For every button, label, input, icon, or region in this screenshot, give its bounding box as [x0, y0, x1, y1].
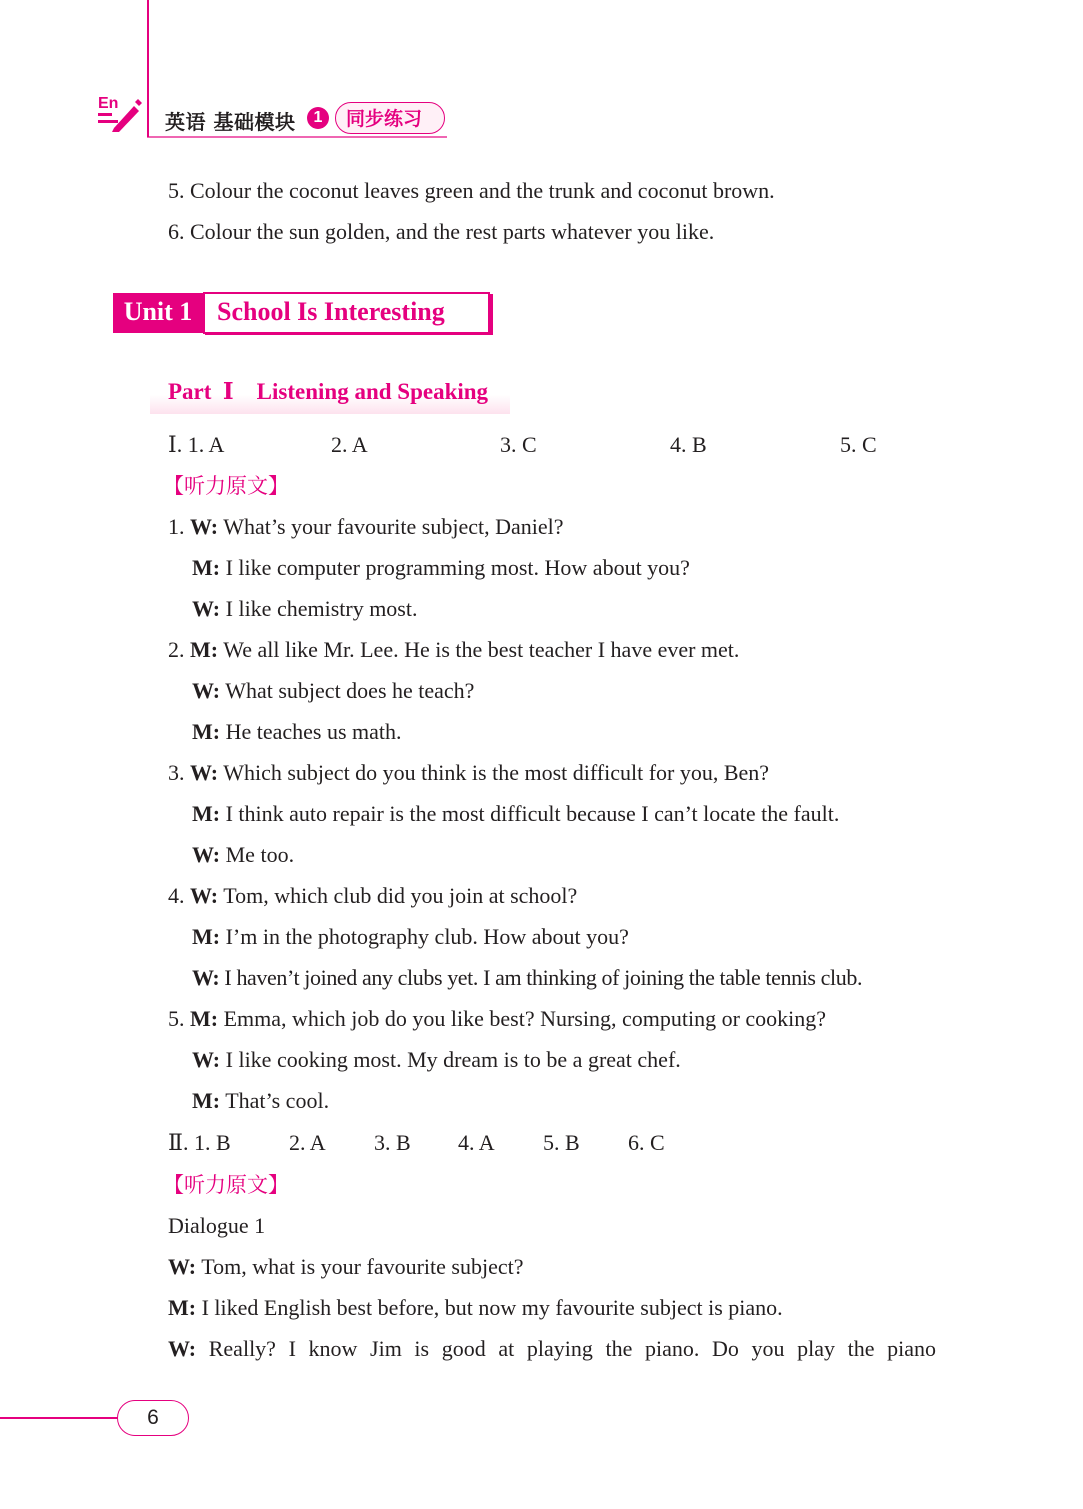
transcript-line: M: That’s cool. — [192, 1088, 330, 1113]
answer-item: 3. C — [500, 432, 537, 457]
transcript-line: 1. W: What’s your favourite subject, Daniel? — [168, 514, 564, 539]
page-number: 6 — [117, 1400, 189, 1436]
header-horizontal-rule — [147, 136, 447, 138]
intro-line: 6. Colour the sun golden, and the rest parts whatever you like. — [168, 219, 715, 244]
answer-item: 5. C — [840, 432, 877, 457]
transcript-line: 3. W: Which subject do you think is the most difficult for you, Ben? — [168, 760, 770, 785]
book-title: 英语 基础模块 — [165, 110, 296, 134]
logo-text: En — [98, 95, 119, 112]
transcript-line: M: I like computer programming most. How about you? — [192, 555, 690, 580]
answer-item: 3. B — [374, 1130, 411, 1155]
transcript-line: M: He teaches us math. — [192, 719, 402, 744]
transcript-line: W: Me too. — [192, 842, 295, 867]
answer-item: Ⅱ. 1. B — [168, 1130, 231, 1155]
transcript-line: W: Tom, what is your favourite subject? — [168, 1254, 524, 1279]
unit-number: Unit 1 — [113, 293, 203, 333]
dialogue-title: Dialogue 1 — [168, 1213, 266, 1238]
answer-item: 2. A — [331, 432, 368, 457]
intro-line: 5. Colour the coconut leaves green and the trunk and coconut brown. — [168, 178, 775, 203]
transcript-line: 2. M: We all like Mr. Lee. He is the best teacher I have ever met. — [168, 637, 740, 662]
volume-badge: 1 — [307, 107, 329, 129]
transcript-line: W: I like chemistry most. — [192, 596, 418, 621]
transcript-line: M: I liked English best before, but now my favourite subject is piano. — [168, 1295, 783, 1320]
footer-rule — [0, 1417, 122, 1419]
transcript-label: 【听力原文】 — [163, 1173, 289, 1197]
answer-item: 4. B — [670, 432, 707, 457]
practice-tag: 同步练习 — [335, 102, 445, 134]
transcript-line: 4. W: Tom, which club did you join at school? — [168, 883, 578, 908]
answer-item: Ⅰ. 1. A — [168, 432, 225, 457]
transcript-line: M: I think auto repair is the most difficult because I can’t locate the fault. — [192, 801, 840, 826]
answer-item: 2. A — [289, 1130, 326, 1155]
transcript-line: W: I haven’t joined any clubs yet. I am thinking of joining the table tennis club. — [192, 965, 863, 990]
transcript-line: W: I like cooking most. My dream is to be a great chef. — [192, 1047, 681, 1072]
transcript-line: 5. M: Emma, which job do you like best? Nursing, computing or cooking? — [168, 1006, 827, 1031]
answer-item: 6. C — [628, 1130, 665, 1155]
part-heading: Part Ⅰ Listening and Speaking — [168, 379, 489, 404]
transcript-line: W: Really? I know Jim is good at playing the piano. Do you play the piano — [168, 1336, 936, 1361]
unit-title: School Is Interesting — [203, 292, 490, 334]
transcript-line: W: What subject does he teach? — [192, 678, 475, 703]
english-pen-logo-icon — [96, 92, 142, 132]
answer-item: 4. A — [458, 1130, 495, 1155]
header-vertical-rule — [147, 0, 149, 137]
transcript-line: M: I’m in the photography club. How about you? — [192, 924, 629, 949]
answer-item: 5. B — [543, 1130, 580, 1155]
transcript-label: 【听力原文】 — [163, 474, 289, 498]
